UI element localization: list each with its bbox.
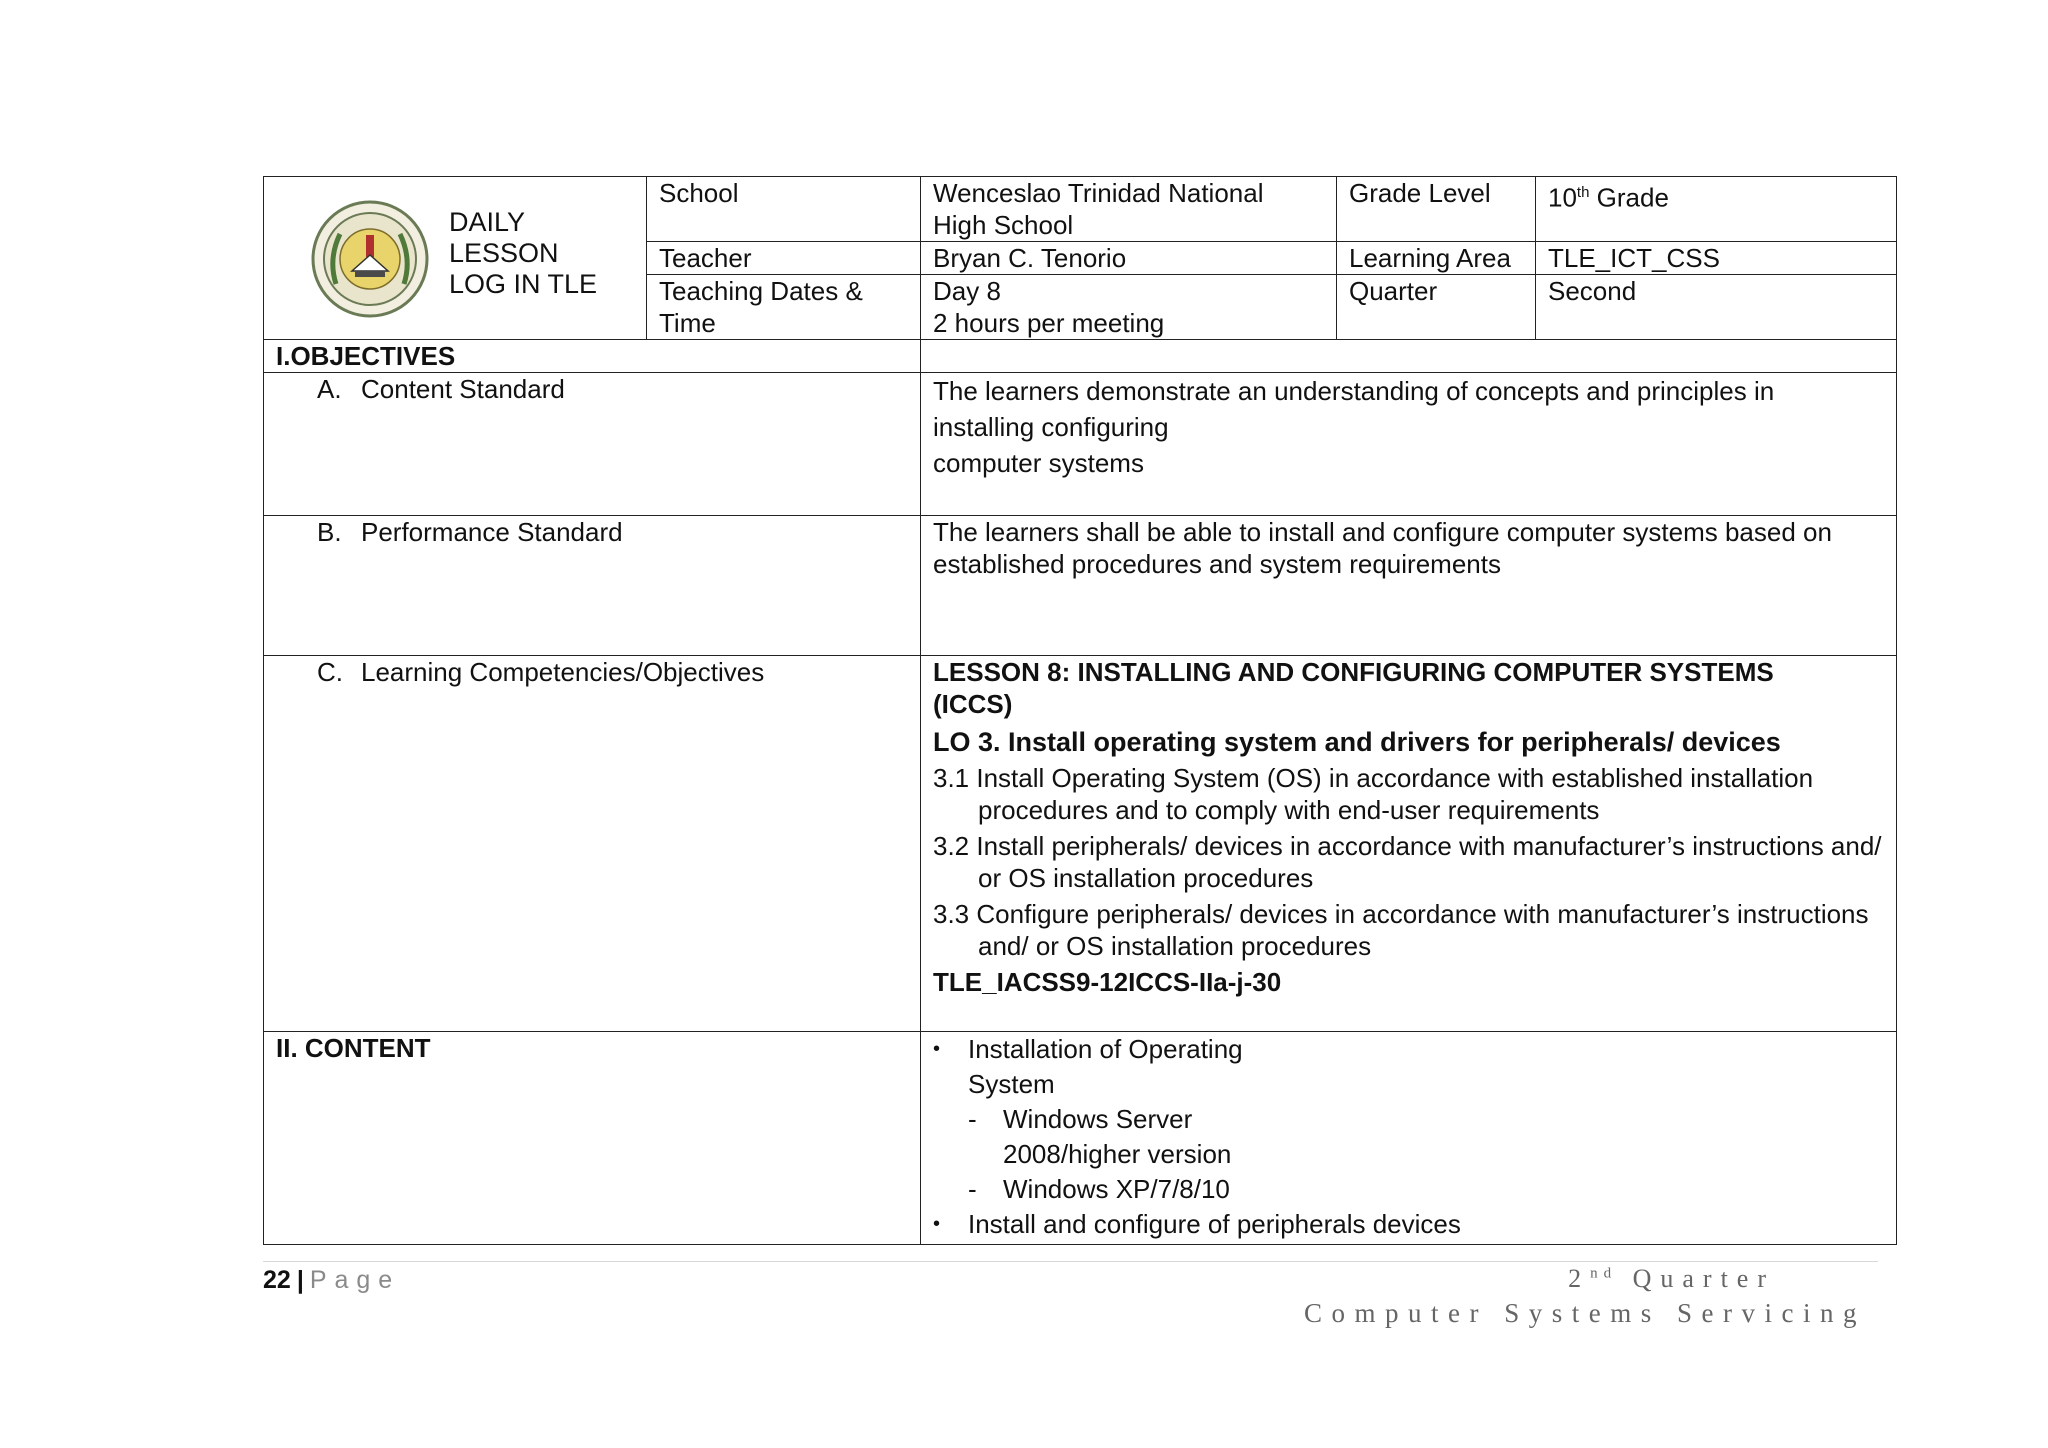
competency-item: 3.2 Install peripherals/ devices in accordance with manufacturer’s instructions and/ or OS installation procedures [933, 831, 1882, 893]
content-list-cell [921, 1032, 1897, 1245]
learning-area-label: Learning Area [1337, 242, 1536, 275]
content-subitem: - Windows Server 2008/higher version [968, 1102, 1884, 1172]
content-standard-label: A. Content Standard [264, 373, 921, 516]
objectives-heading-blank [921, 340, 1897, 373]
daily-lesson-log-table [263, 176, 1897, 1245]
page-number: 22 | Page [263, 1266, 401, 1294]
footer-quarter: 2nd Quarter [1568, 1264, 1775, 1293]
grade-level-value: 10th Grade [1536, 177, 1897, 242]
content-item: • Installation of Operating System - Windows Server 2008/higher version - Windows XP/7/8/10 [933, 1032, 1884, 1207]
competency-code: TLE_IACSS9-12ICCS-IIa-j-30 [933, 967, 1282, 997]
learning-competencies-text [921, 656, 1897, 1032]
content-list [933, 1032, 1884, 1242]
content-item: • Install and configure of peripherals devices [933, 1207, 1884, 1242]
content-sublist [968, 1102, 1884, 1207]
learning-outcome: LO 3. Install operating system and drivers for peripherals/ devices [933, 727, 1781, 757]
performance-standard-text: The learners shall be able to install and configure computer systems based on established procedures and system requirements [921, 516, 1897, 656]
quarter-value: Second [1536, 275, 1897, 340]
competency-item: 3.3 Configure peripherals/ devices in accordance with manufacturer’s instructions and/ or OS installation procedures [933, 899, 1869, 961]
footer-divider [263, 1261, 1878, 1262]
footer-course-title: Computer Systems Servicing [1304, 1298, 1866, 1328]
teaching-dates-label: Teaching Dates & Time [647, 275, 921, 340]
quarter-label: Quarter [1337, 275, 1536, 340]
grade-level-label: Grade Level [1337, 177, 1536, 242]
learning-area-value: TLE_ICT_CSS [1536, 242, 1897, 275]
school-label: School [647, 177, 921, 242]
content-heading: II. CONTENT [264, 1032, 921, 1245]
school-seal-logo [310, 199, 430, 319]
lesson-title: LESSON 8: INSTALLING AND CONFIGURING COMPUTER SYSTEMS (ICCS) [933, 657, 1774, 719]
objectives-heading: I.OBJECTIVES [264, 340, 921, 373]
school-value: Wenceslao Trinidad National High School [921, 177, 1337, 242]
school-logo-cell [264, 177, 647, 340]
learning-competencies-label: C. Learning Competencies/Objectives [264, 656, 921, 1032]
performance-standard-label: B. Performance Standard [264, 516, 921, 656]
daily-lesson-log-title: DAILY LESSON LOG IN TLE [449, 207, 598, 299]
teaching-dates-value: Day 8 2 hours per meeting [921, 275, 1337, 340]
teacher-value: Bryan C. Tenorio [921, 242, 1337, 275]
content-subitem: - Windows XP/7/8/10 [968, 1172, 1884, 1207]
teacher-label: Teacher [647, 242, 921, 275]
content-standard-text: The learners demonstrate an understanding of concepts and principles in installing configuring computer systems [921, 373, 1897, 516]
competency-item: 3.1 Install Operating System (OS) in accordance with established installation procedures and to comply with end-user requirements [933, 763, 1814, 825]
